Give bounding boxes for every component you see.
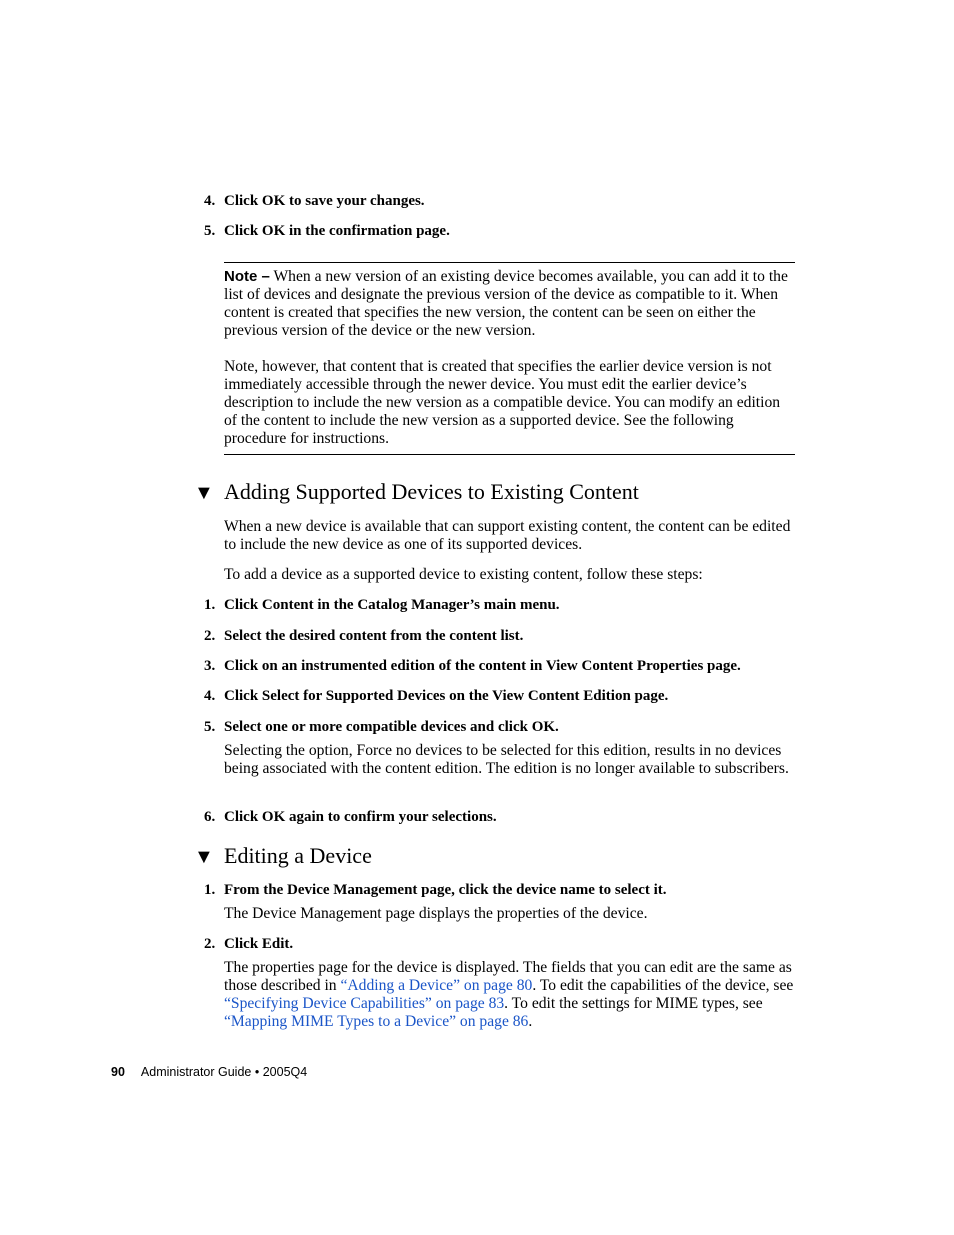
- section1-step-6: [204, 808, 497, 826]
- step-5: [204, 222, 450, 240]
- step-text: Click OK to save your changes.: [224, 193, 425, 209]
- section1-step-5-detail: Selecting the option, Force no devices to be selected for this edition, results in no devices being associated with the content edition. The edition is no longer available to subscribers.: [224, 742, 789, 777]
- section1-step-5: [204, 718, 559, 736]
- step-number: 2.: [204, 936, 216, 952]
- section1-step-3: [204, 657, 741, 675]
- step-4: [204, 192, 425, 210]
- step-number: 3.: [204, 658, 216, 674]
- link-specifying-device-capabilities[interactable]: “Specifying Device Capabilities” on page 83: [224, 995, 505, 1012]
- step-text: Click on an instrumented edition of the content in View Content Properties page.: [224, 658, 741, 674]
- section-heading-editing-a-device: [194, 843, 372, 870]
- section2-step-2-detail: [224, 959, 794, 1031]
- step-number: 6.: [204, 809, 216, 825]
- step-text: Click Select for Supported Devices on the View Content Edition page.: [224, 688, 669, 704]
- step-number: 2.: [204, 628, 216, 644]
- step-text: Click OK in the confirmation page.: [224, 223, 450, 239]
- footer-title: Administrator Guide: [140, 1065, 252, 1079]
- note-bottom-rule: [224, 454, 795, 455]
- note-paragraph-1: [224, 268, 794, 340]
- step-text: From the Device Management page, click the device name to select it.: [224, 882, 667, 898]
- step-text: Select one or more compatible devices and click OK.: [224, 719, 559, 735]
- note-top-rule: [224, 262, 795, 263]
- step-text: Click Content in the Catalog Manager’s main menu.: [224, 597, 560, 613]
- step-text: Click Edit.: [224, 936, 294, 952]
- section2-step-2: [204, 935, 293, 953]
- section1-step-2: [204, 627, 523, 645]
- note-text: When a new version of an existing device becomes available, you can add it to the list of devices and designate the previous version of the device as compatible to it. When content is created that specifies the new version, the content can be seen on either the previous version of the device or the new version.: [224, 268, 788, 339]
- footer-version: 2005Q4: [262, 1065, 308, 1079]
- detail-text: . To edit the capabilities of the device, see: [532, 977, 794, 994]
- triangle-marker-icon: ▼: [194, 846, 214, 868]
- section-heading-adding-supported-devices: [194, 479, 639, 506]
- step-text: Select the desired content from the content list.: [224, 628, 524, 644]
- step-number: 1.: [204, 597, 216, 613]
- page-footer: [111, 1064, 307, 1080]
- section2-step-1: [204, 881, 667, 899]
- page-number: 90: [111, 1065, 125, 1079]
- note-paragraph-2: Note, however, that content that is created that specifies the earlier device version is not immediately accessible through the newer device. You must edit the earlier device’s description to include the new version as a compatible device. You can modify an edition of the content to include the new version as a supported device. See the following procedure for instructions.: [224, 358, 781, 447]
- note-label: Note –: [224, 268, 270, 285]
- section2-step-1-detail: The Device Management page displays the properties of the device.: [224, 905, 648, 922]
- section-title: Adding Supported Devices to Existing Content: [224, 479, 639, 504]
- link-adding-a-device[interactable]: “Adding a Device” on page 80: [340, 977, 533, 994]
- section1-intro-1: When a new device is available that can support existing content, the content can be edited to include the new device as one of its supported devices.: [224, 518, 791, 553]
- link-mapping-mime-types[interactable]: “Mapping MIME Types to a Device” on page 86: [224, 1013, 529, 1030]
- step-text: Click OK again to confirm your selections.: [224, 809, 497, 825]
- section1-step-1: [204, 596, 560, 614]
- step-number: 1.: [204, 882, 216, 898]
- section1-intro-2: To add a device as a supported device to existing content, follow these steps:: [224, 566, 703, 583]
- detail-text: . To edit the settings for MIME types, see: [504, 995, 763, 1012]
- step-number: 4.: [204, 193, 216, 209]
- section-title: Editing a Device: [224, 843, 372, 868]
- step-number: 5.: [204, 719, 216, 735]
- section1-step-4: [204, 687, 668, 705]
- footer-bullet: •: [254, 1065, 260, 1079]
- step-number: 5.: [204, 223, 216, 239]
- detail-text: The properties page for the device is displayed. The fields that you can edit are the same as those described in: [224, 959, 792, 994]
- detail-text: .: [528, 1013, 533, 1030]
- triangle-marker-icon: ▼: [194, 482, 214, 504]
- step-number: 4.: [204, 688, 216, 704]
